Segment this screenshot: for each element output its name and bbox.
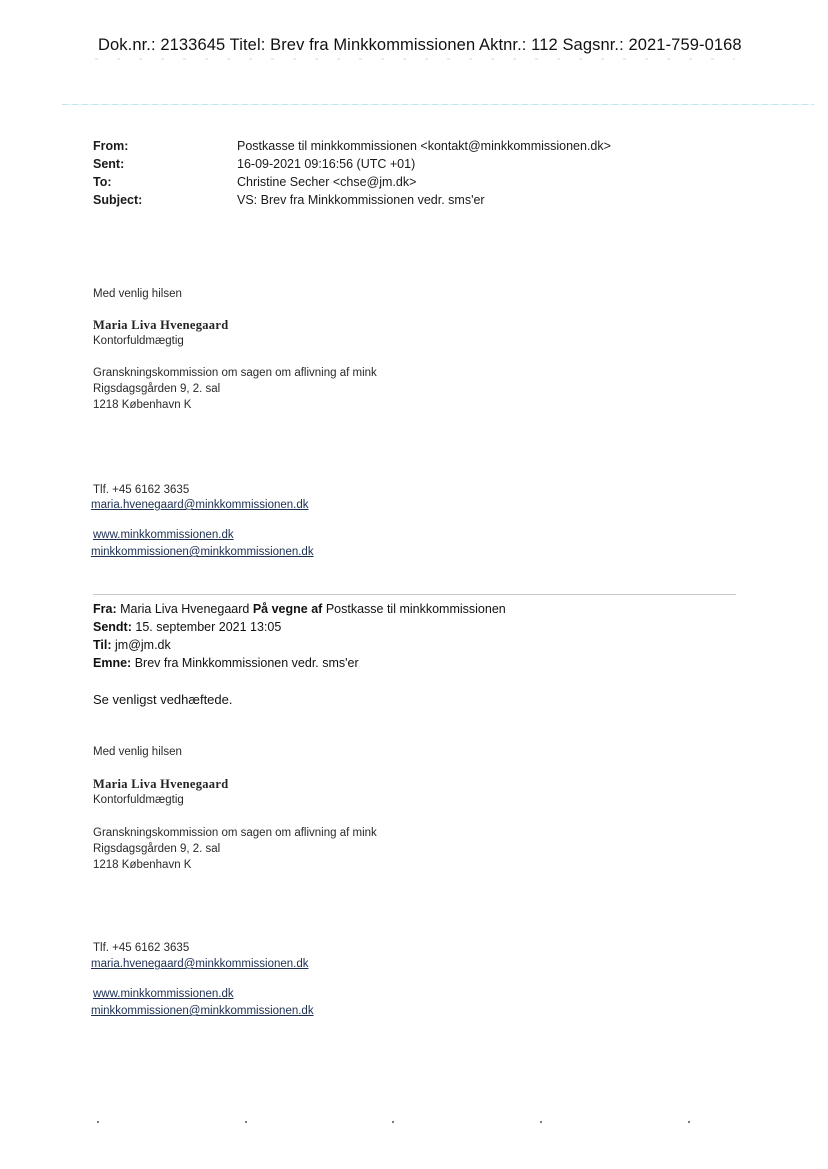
signature-name: Maria Liva Hvenegaard bbox=[93, 777, 229, 791]
meta-from-value: Postkasse til minkkommissionen <kontakt@minkkommissionen.dk> bbox=[237, 139, 611, 153]
signature-name: Maria Liva Hvenegaard bbox=[93, 318, 229, 332]
fwd-from-line bbox=[93, 602, 506, 616]
signature-org: Granskningskommission om sagen om aflivning af mink bbox=[93, 367, 377, 379]
scan-dot bbox=[688, 1121, 690, 1123]
fwd-on-behalf-value: Postkasse til minkkommissionen bbox=[325, 602, 506, 616]
fwd-subject-line bbox=[93, 656, 359, 670]
fwd-to-line bbox=[93, 638, 171, 652]
fwd-to-value: jm@jm.dk bbox=[115, 638, 171, 652]
general-email-link[interactable]: minkkommissionen@minkkommissionen.dk bbox=[91, 1005, 314, 1017]
general-email-link[interactable]: minkkommissionen@minkkommissionen.dk bbox=[91, 546, 314, 558]
fwd-body-text: Se venligst vedhæftede. bbox=[93, 692, 233, 707]
fwd-sent-value: 15. september 2021 13:05 bbox=[135, 620, 282, 634]
signature-email-link[interactable]: maria.hvenegaard@minkkommissionen.dk bbox=[91, 958, 309, 970]
meta-from-label: From: bbox=[93, 139, 129, 153]
meta-to-label: To: bbox=[93, 175, 112, 189]
signature-city: 1218 København K bbox=[93, 859, 192, 871]
scan-dot bbox=[97, 1121, 99, 1123]
signature-title: Kontorfuldmægtig bbox=[93, 794, 184, 806]
fwd-sent-line bbox=[93, 620, 281, 634]
fwd-sent-label: Sendt: bbox=[93, 620, 132, 634]
signature-phone: Tlf. +45 6162 3635 bbox=[93, 942, 190, 954]
signature-city: 1218 København K bbox=[93, 399, 192, 411]
scan-dot bbox=[245, 1121, 247, 1123]
document-header: Dok.nr.: 2133645 Titel: Brev fra Minkkommissionen Aktnr.: 112 Sagsnr.: 2021-759-0168 bbox=[98, 36, 742, 54]
meta-subject-label: Subject: bbox=[93, 193, 143, 207]
fwd-subject-value: Brev fra Minkkommissionen vedr. sms'er bbox=[134, 656, 359, 670]
fwd-subject-label: Emne: bbox=[93, 656, 132, 670]
signature-org: Granskningskommission om sagen om aflivning af mink bbox=[93, 827, 377, 839]
fwd-from-label: Fra: bbox=[93, 602, 117, 616]
scan-speckle bbox=[95, 58, 735, 60]
website-link[interactable]: www.minkkommissionen.dk bbox=[93, 988, 234, 1000]
signature-title: Kontorfuldmægtig bbox=[93, 335, 184, 347]
signature-phone: Tlf. +45 6162 3635 bbox=[93, 484, 190, 496]
meta-sent-label: Sent: bbox=[93, 157, 125, 171]
header-divider bbox=[62, 104, 814, 105]
meta-subject-value: VS: Brev fra Minkkommissionen vedr. sms'er bbox=[237, 193, 485, 207]
meta-to-value: Christine Secher <chse@jm.dk> bbox=[237, 175, 417, 189]
forward-divider bbox=[93, 594, 736, 595]
fwd-from-value: Maria Liva Hvenegaard bbox=[120, 602, 250, 616]
website-link[interactable]: www.minkkommissionen.dk bbox=[93, 529, 234, 541]
fwd-on-behalf-label: På vegne af bbox=[252, 602, 323, 616]
signature-greeting: Med venlig hilsen bbox=[93, 746, 182, 758]
scan-dot bbox=[392, 1121, 394, 1123]
signature-street: Rigsdagsgården 9, 2. sal bbox=[93, 843, 221, 855]
signature-email-link[interactable]: maria.hvenegaard@minkkommissionen.dk bbox=[91, 499, 309, 511]
signature-greeting: Med venlig hilsen bbox=[93, 288, 182, 300]
scan-dot bbox=[540, 1121, 542, 1123]
signature-street: Rigsdagsgården 9, 2. sal bbox=[93, 383, 221, 395]
fwd-to-label: Til: bbox=[93, 638, 112, 652]
meta-sent-value: 16-09-2021 09:16:56 (UTC +01) bbox=[237, 157, 416, 171]
